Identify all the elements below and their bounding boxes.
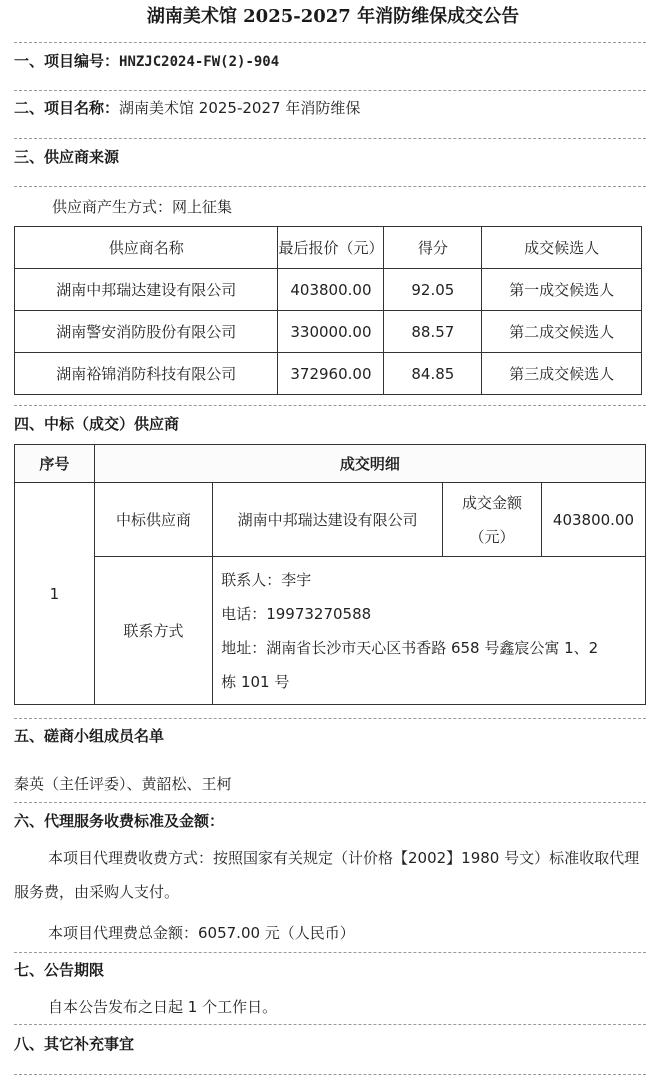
section-heading: 八、其它补充事宜 <box>14 1035 135 1053</box>
table-header-row <box>15 445 646 483</box>
winning-supplier-name: 湖南中邦瑞达建设有限公司 <box>213 483 443 557</box>
supplier-name: 湖南警安消防股份有限公司 <box>15 311 278 353</box>
table-header-cell: 供应商名称 <box>15 227 278 269</box>
supplier-rank: 第二成交候选人 <box>482 311 642 353</box>
contact-phone: 电话：19973270588 <box>221 604 372 623</box>
contact-person: 联系人：李宇 <box>221 570 312 589</box>
divider <box>14 138 646 139</box>
section-heading: 七、公告期限 <box>14 961 105 979</box>
supplier-source-method <box>52 196 232 218</box>
divider <box>14 802 646 803</box>
section-heading: 六、代理服务收费标准及金额： <box>14 812 225 830</box>
deal-amount-label-unit: （元） <box>469 527 515 546</box>
agency-fee-method: 本项目代理费收费方式：按照国家有关规定（计价格【2002】1980 号文）标准收取代理服务费，由采购人支付。 <box>14 849 640 901</box>
project-number: HNZJC2024-FW(2)-904 <box>119 54 280 70</box>
supplier-name: 湖南中邦瑞达建设有限公司 <box>15 269 278 311</box>
table-header-cell: 成交候选人 <box>482 227 642 269</box>
section-heading: 五、磋商小组成员名单 <box>14 727 165 745</box>
project-name: 湖南美术馆 2025-2027 年消防维保 <box>119 99 361 117</box>
method-value: 网上征集 <box>172 198 233 216</box>
supplier-price: 372960.00 <box>278 353 384 395</box>
divider <box>14 1074 646 1075</box>
contact-label: 联系方式 <box>94 557 213 705</box>
announcement-period: 自本公告发布之日起 1 个工作日。 <box>48 998 278 1016</box>
supplier-name: 湖南裕锦消防科技有限公司 <box>15 353 278 395</box>
seq-header: 序号 <box>15 445 95 483</box>
divider <box>14 405 646 406</box>
winning-supplier-table <box>14 444 646 705</box>
deal-amount-label-line: 成交金额 <box>462 493 523 512</box>
supplier-score: 88.57 <box>384 311 482 353</box>
supplier-price: 403800.00 <box>278 269 384 311</box>
table-row <box>15 269 642 311</box>
page-title: 湖南美术馆 2025-2027 年消防维保成交公告 <box>146 6 520 27</box>
supplier-table <box>14 226 642 395</box>
contact-address-continued: 栋 101 号 <box>221 672 290 691</box>
contact-address: 地址：湖南省长沙市天心区书香路 658 号鑫宸公寓 1、2 <box>221 638 599 657</box>
section-heading: 四、中标（成交）供应商 <box>14 415 180 433</box>
divider <box>14 42 646 43</box>
divider <box>14 186 646 187</box>
divider <box>14 1024 646 1025</box>
supplier-rank: 第三成交候选人 <box>482 353 642 395</box>
agency-fee-total: 本项目代理费总金额：6057.00 元（人民币） <box>48 924 355 942</box>
table-header-cell: 最后报价（元） <box>278 227 384 269</box>
table-row <box>15 557 646 705</box>
seq-value: 1 <box>15 483 95 705</box>
section-project-number <box>14 50 279 73</box>
divider <box>14 90 646 91</box>
table-row <box>15 311 642 353</box>
section-heading: 三、供应商来源 <box>14 148 120 166</box>
table-header-cell: 得分 <box>384 227 482 269</box>
table-header-row <box>15 227 642 269</box>
method-label: 供应商产生方式： <box>52 198 173 216</box>
divider <box>14 952 646 953</box>
committee-members: 秦英（主任评委）、黄韶松、王柯 <box>14 775 232 793</box>
contact-details <box>213 557 646 705</box>
detail-header: 成交明细 <box>94 445 645 483</box>
winning-supplier-label: 中标供应商 <box>94 483 213 557</box>
supplier-price: 330000.00 <box>278 311 384 353</box>
section-heading: 二、项目名称： <box>14 99 120 117</box>
divider <box>14 718 646 719</box>
deal-amount-label <box>443 483 542 557</box>
section-heading: 一、项目编号： <box>14 52 120 70</box>
table-row <box>15 483 646 557</box>
section-project-name <box>14 97 360 119</box>
supplier-score: 84.85 <box>384 353 482 395</box>
deal-amount-value: 403800.00 <box>541 483 645 557</box>
table-row <box>15 353 642 395</box>
supplier-score: 92.05 <box>384 269 482 311</box>
supplier-rank: 第一成交候选人 <box>482 269 642 311</box>
